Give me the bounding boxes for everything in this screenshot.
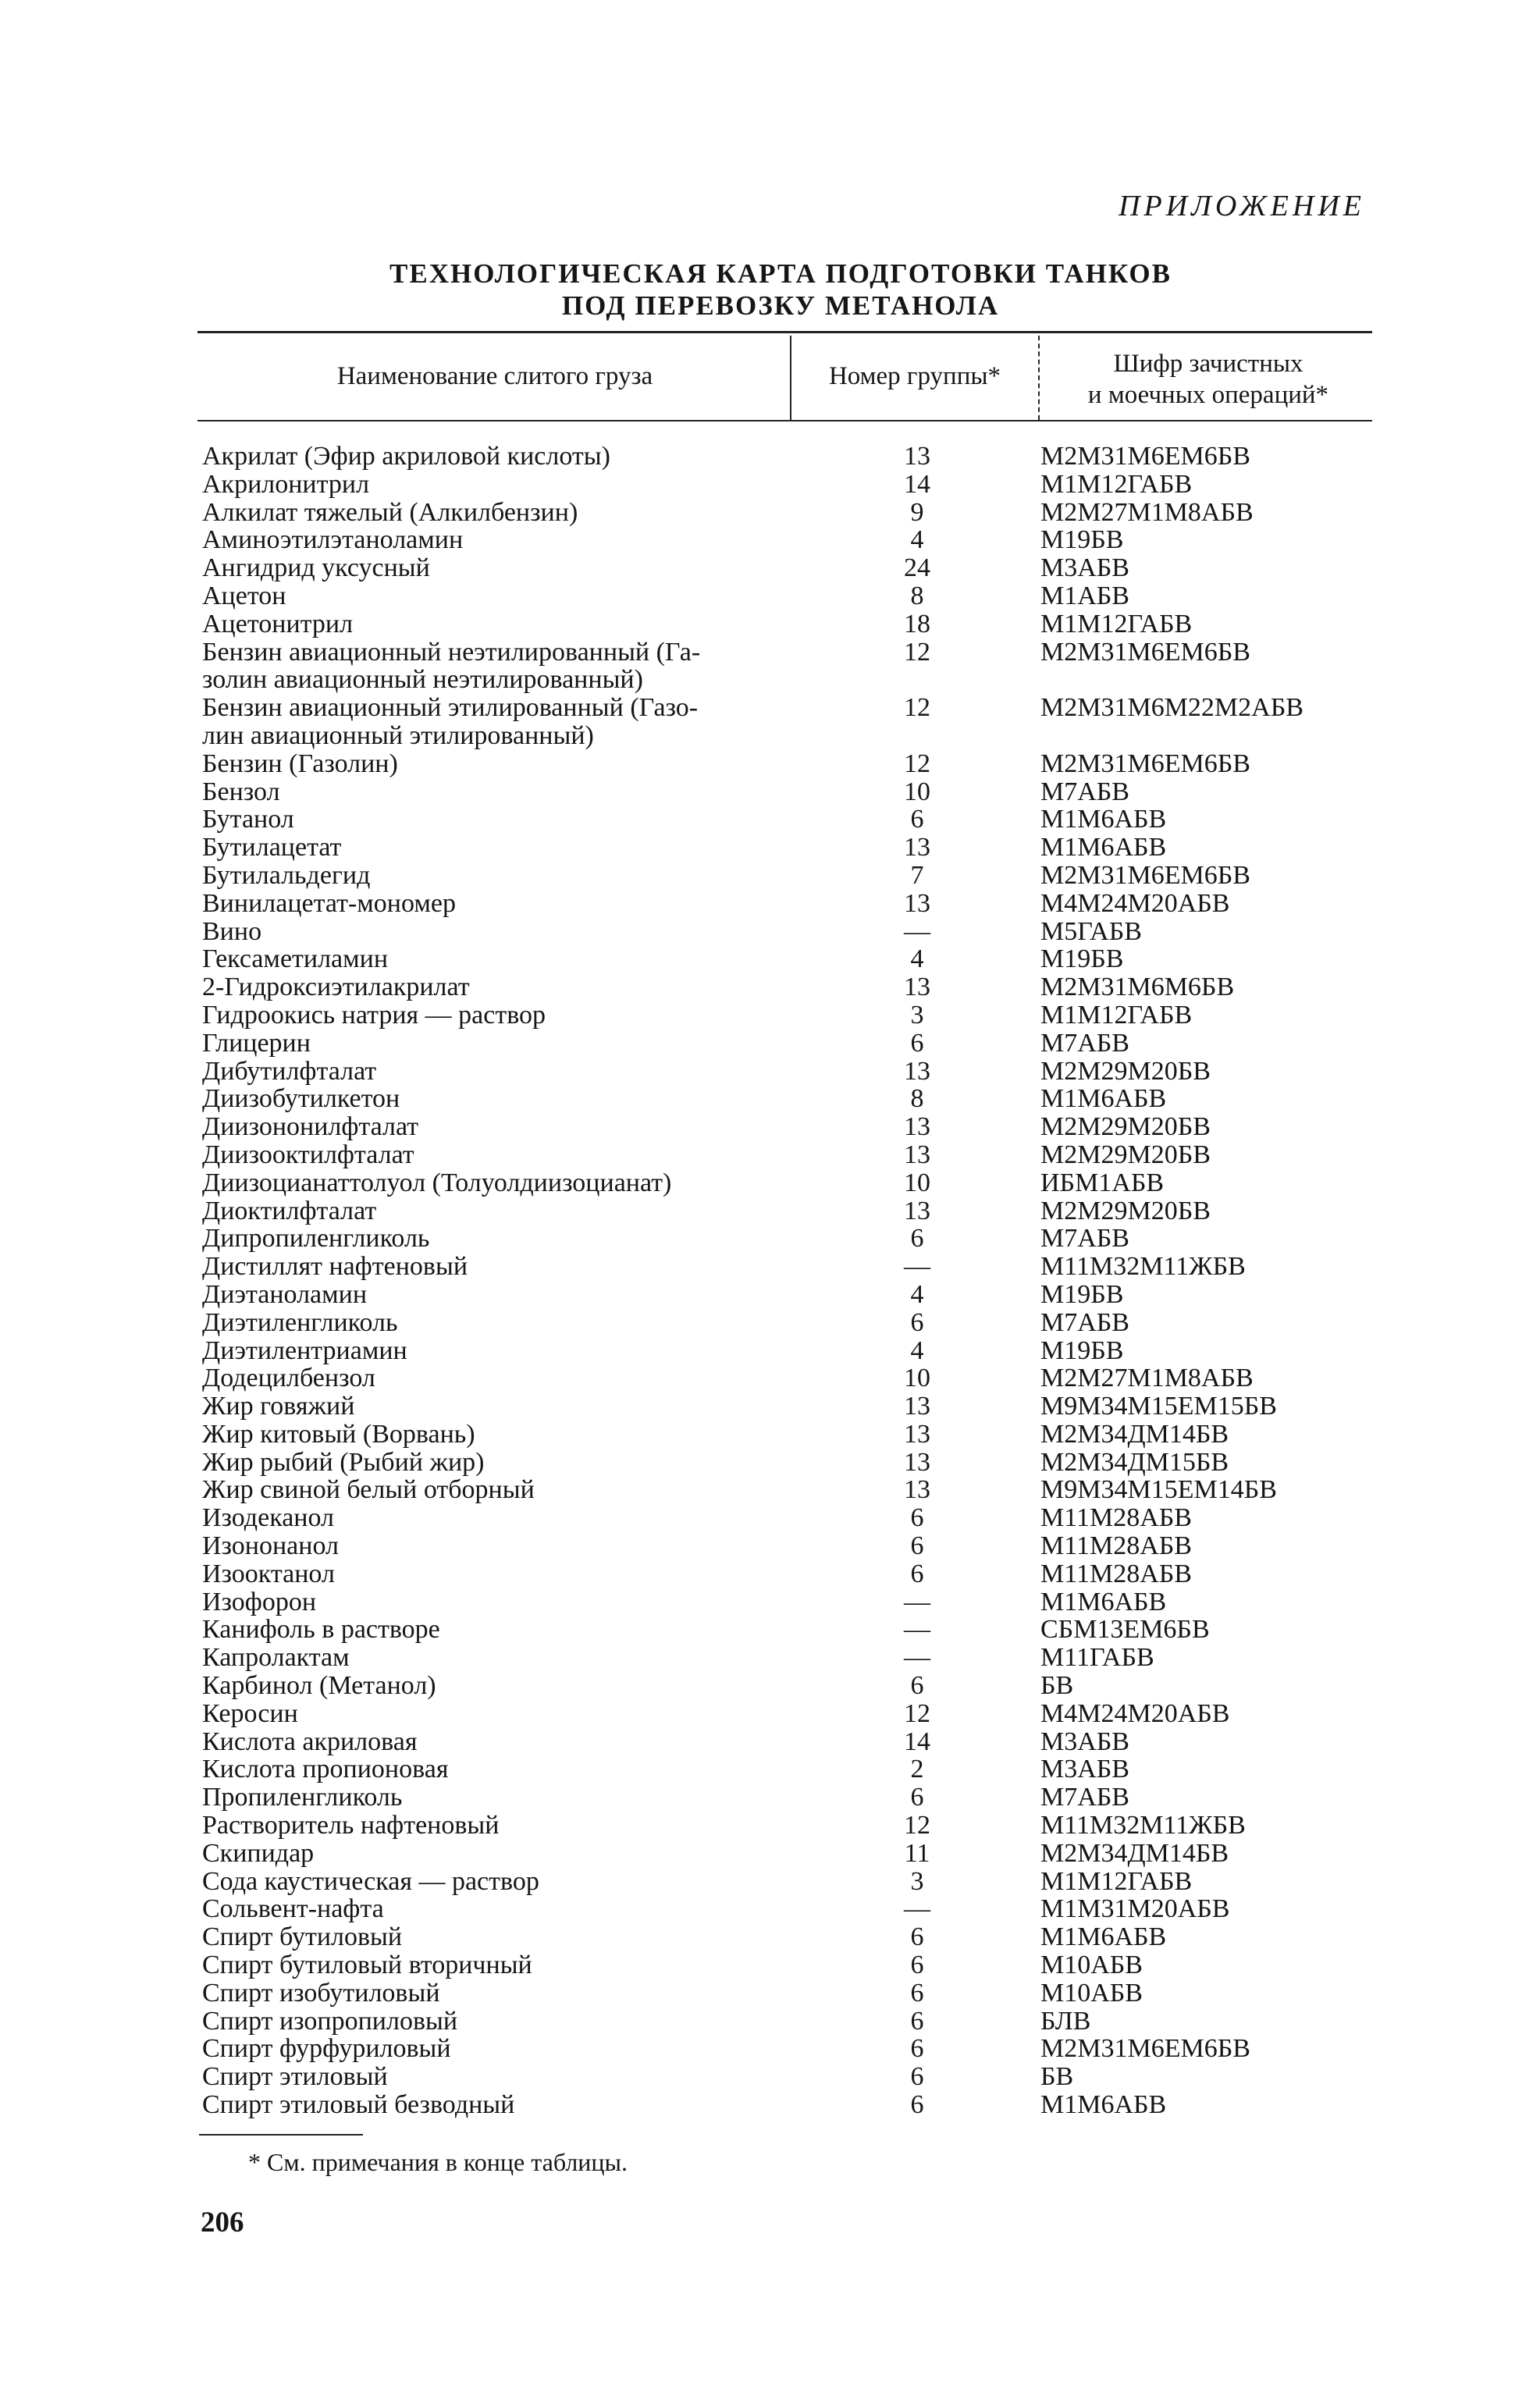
group-number: 4 [910, 1279, 924, 1309]
table-row [199, 890, 1370, 918]
cargo-name: Бензин авиационный этилированный (Газо- [202, 693, 699, 723]
operation-code: М2М31М6ЕМ6БВ [1040, 637, 1250, 667]
group-number: — [904, 1252, 930, 1282]
table-row [199, 2035, 1370, 2063]
group-number: 12 [904, 749, 930, 778]
operation-code: М1М12ГАБВ [1040, 469, 1193, 499]
table-row [199, 1755, 1370, 1784]
group-number: 24 [904, 553, 930, 583]
operation-code: М7АБВ [1040, 1307, 1129, 1337]
table-row [199, 1700, 1370, 1728]
cargo-name: Изодеканол [202, 1503, 335, 1533]
cargo-name: Диоктилфталат [202, 1196, 377, 1225]
operation-code: М2М31М6ЕМ6БВ [1040, 2034, 1250, 2064]
operation-code: М1М12ГАБВ [1040, 1866, 1193, 1896]
table-row [199, 1001, 1370, 1030]
operation-code: М2М31М6ЕМ6БВ [1040, 442, 1250, 471]
operation-code: М3АБВ [1040, 1727, 1129, 1756]
cargo-name: Жир свиной белый отборный [202, 1475, 535, 1505]
table-row [199, 1364, 1370, 1392]
title-line-1: ТЕХНОЛОГИЧЕСКАЯ КАРТА ПОДГОТОВКИ ТАНКОВ [389, 258, 1172, 289]
table-row [199, 806, 1370, 834]
cargo-name: лин авиационный этилированный) [202, 720, 594, 750]
table-row [199, 1085, 1370, 1113]
group-number: 4 [910, 525, 924, 555]
column-header-group: Номер группы* [828, 362, 1001, 390]
table-row [199, 750, 1370, 778]
group-number: 6 [910, 1307, 924, 1337]
table-row [199, 1895, 1370, 1923]
table-row [199, 1058, 1370, 1086]
table-row [199, 834, 1370, 862]
operation-code: М2М29М20БВ [1040, 1140, 1211, 1169]
cargo-name: Гексаметиламин [202, 944, 389, 974]
table-row [199, 554, 1370, 582]
cargo-name: Бутилацетат [202, 833, 342, 862]
operation-code: М11ГАБВ [1040, 1643, 1154, 1673]
cargo-name: Изооктанол [202, 1559, 335, 1588]
group-number: 13 [904, 1419, 930, 1449]
group-number: 13 [904, 973, 930, 1002]
table-row [199, 1030, 1370, 1058]
group-number: 13 [904, 1392, 930, 1421]
operation-code: М7АБВ [1040, 1224, 1129, 1254]
cargo-name: Бутанол [202, 805, 294, 834]
group-number: 6 [910, 1671, 924, 1701]
operation-code: М2М27М1М8АБВ [1040, 497, 1254, 527]
group-number: 6 [910, 805, 924, 834]
cargo-name: Кислота пропионовая [202, 1755, 449, 1784]
appendix-label: ПРИЛОЖЕНИЕ [1119, 190, 1365, 222]
group-number: 6 [910, 1951, 924, 1980]
cargo-name: Дибутилфталат [202, 1056, 377, 1086]
group-number: 6 [910, 1922, 924, 1952]
cargo-name: Бензин авиационный неэтилированный (Га- [202, 637, 701, 667]
operation-code: М1АБВ [1040, 581, 1129, 610]
table-row [199, 862, 1370, 890]
operation-code: М1М6АБВ [1040, 1084, 1167, 1114]
operation-code: М1М6АБВ [1040, 1922, 1167, 1952]
table-row [199, 1784, 1370, 1812]
column-divider [790, 336, 791, 420]
cargo-name: Пропиленгликоль [202, 1783, 403, 1812]
cargo-name: Ацетон [202, 581, 286, 610]
group-number: — [904, 1587, 930, 1616]
group-number: 13 [904, 1056, 930, 1086]
cargo-name: Алкилат тяжелый (Алкилбензин) [202, 497, 578, 527]
table-row [199, 1672, 1370, 1700]
table-row [199, 722, 1370, 750]
group-number: 6 [910, 1503, 924, 1533]
group-number: 12 [904, 637, 930, 667]
table-row [199, 1392, 1370, 1421]
operation-code: М11М32М11ЖБВ [1040, 1811, 1246, 1840]
operation-code: М1М6АБВ [1040, 833, 1167, 862]
group-number: 6 [910, 1978, 924, 2008]
cargo-name: Изононанол [202, 1531, 339, 1561]
group-number: 12 [904, 1811, 930, 1840]
cargo-name: Глицерин [202, 1028, 311, 1058]
table-row [199, 443, 1370, 471]
operation-code: БВ [1040, 2062, 1074, 2092]
table-row [199, 638, 1370, 667]
cargo-name: 2-Гидроксиэтилакрилат [202, 973, 470, 1002]
operation-code: М2М34ДМ15БВ [1040, 1447, 1229, 1477]
cargo-name: Канифоль в растворе [202, 1615, 440, 1645]
cargo-name: Жир говяжий [202, 1392, 355, 1421]
table-row [199, 778, 1370, 806]
group-number: 2 [910, 1755, 924, 1784]
table-row [199, 471, 1370, 499]
operation-code: М2М29М20БВ [1040, 1196, 1211, 1225]
group-number: 8 [910, 581, 924, 610]
table-body [199, 443, 1370, 2119]
group-number: 10 [904, 777, 930, 806]
title-line-2: ПОД ПЕРЕВОЗКУ МЕТАНОЛА [561, 290, 1000, 321]
group-number: — [904, 1894, 930, 1924]
group-number: 6 [910, 1559, 924, 1588]
table-row [199, 1169, 1370, 1197]
operation-code: М9М34М15ЕМ14БВ [1040, 1475, 1277, 1505]
cargo-name: Ацетонитрил [202, 609, 354, 638]
column-header-code-line-2: и моечных операций* [1087, 381, 1329, 409]
operation-code: М1М12ГАБВ [1040, 609, 1193, 638]
operation-code: БВ [1040, 1671, 1074, 1701]
table-row [199, 973, 1370, 1001]
table-row [199, 2091, 1370, 2119]
group-number: 14 [904, 1727, 930, 1756]
cargo-name: Изофорон [202, 1587, 317, 1616]
cargo-name: Ангидрид уксусный [202, 553, 430, 583]
operation-code: М2М31М6ЕМ6БВ [1040, 860, 1250, 890]
group-number: 3 [910, 1000, 924, 1030]
table-row [199, 1113, 1370, 1141]
table-row [199, 1588, 1370, 1616]
table-row [199, 499, 1370, 527]
group-number: 12 [904, 693, 930, 723]
group-number: 13 [904, 1447, 930, 1477]
cargo-name: Жир рыбий (Рыбий жир) [202, 1447, 485, 1477]
operation-code: М19БВ [1040, 1279, 1124, 1309]
cargo-name: Вино [202, 916, 262, 946]
cargo-name: Сольвент-нафта [202, 1894, 384, 1924]
operation-code: М4М24М20АБВ [1040, 888, 1230, 918]
table-row [199, 945, 1370, 973]
group-number: 4 [910, 944, 924, 974]
group-number: 13 [904, 833, 930, 862]
cargo-name: Диизобутилкетон [202, 1084, 400, 1114]
operation-code: М7АБВ [1040, 777, 1129, 806]
group-number: 6 [910, 1783, 924, 1812]
operation-code: СБМ13ЕМ6БВ [1040, 1615, 1210, 1645]
table-row [199, 2063, 1370, 2091]
group-number: 6 [910, 2006, 924, 2036]
table-row [199, 1728, 1370, 1756]
footnote-rule [199, 2134, 363, 2136]
group-number: 6 [910, 2062, 924, 2092]
table-row [199, 1225, 1370, 1253]
table-row [199, 1197, 1370, 1225]
operation-code: М1М31М20АБВ [1040, 1894, 1230, 1924]
cargo-name: Скипидар [202, 1838, 315, 1868]
cargo-name: Бензин (Газолин) [202, 749, 398, 778]
table-row [199, 1253, 1370, 1281]
cargo-name: Дистиллят нафтеновый [202, 1252, 468, 1282]
operation-code: М2М31М6ЕМ6БВ [1040, 749, 1250, 778]
cargo-name: Диизооктилфталат [202, 1140, 414, 1169]
operation-code: М2М27М1М8АБВ [1040, 1364, 1254, 1393]
operation-code: М2М34ДМ14БВ [1040, 1419, 1229, 1449]
table-row [199, 1476, 1370, 1504]
operation-code: БЛВ [1040, 2006, 1091, 2036]
footnote: * См. примечания в конце таблицы. [248, 2148, 628, 2176]
group-number: 14 [904, 469, 930, 499]
operation-code: М1М6АБВ [1040, 805, 1167, 834]
column-header-name: Наименование слитого груза [336, 362, 653, 390]
table-row [199, 1281, 1370, 1309]
cargo-name: Акрилат (Эфир акриловой кислоты) [202, 442, 610, 471]
group-number: 11 [904, 1838, 930, 1868]
cargo-name: Капролактам [202, 1643, 350, 1673]
operation-code: М7АБВ [1040, 1028, 1129, 1058]
group-number: 13 [904, 888, 930, 918]
cargo-name: Жир китовый (Ворвань) [202, 1419, 475, 1449]
column-header-code [1044, 348, 1372, 411]
group-number: 13 [904, 442, 930, 471]
column-divider [1038, 336, 1040, 420]
cargo-name: Диэтаноламин [202, 1279, 368, 1309]
operation-code: М2М34ДМ14БВ [1040, 1838, 1229, 1868]
table-row [199, 1868, 1370, 1896]
operation-code: М1М6АБВ [1040, 1587, 1167, 1616]
cargo-name: Сода каустическая — раствор [202, 1866, 539, 1896]
table-row [199, 1840, 1370, 1868]
document-title [195, 258, 1366, 322]
cargo-name: Бутилальдегид [202, 860, 371, 890]
operation-code: М11М28АБВ [1040, 1531, 1192, 1561]
group-number: 6 [910, 1028, 924, 1058]
table-row [199, 1812, 1370, 1840]
table-row [199, 1951, 1370, 1979]
group-number: 7 [910, 860, 924, 890]
cargo-name: Карбинол (Метанол) [202, 1671, 436, 1701]
cargo-name: Керосин [202, 1698, 298, 1728]
group-number: 4 [910, 1335, 924, 1365]
operation-code: М7АБВ [1040, 1783, 1129, 1812]
cargo-name: Диэтилентриамин [202, 1335, 407, 1365]
table-row [199, 1449, 1370, 1477]
operation-code: М19БВ [1040, 944, 1124, 974]
group-number: — [904, 1643, 930, 1673]
table-row [199, 1141, 1370, 1169]
page-number: 206 [201, 2207, 244, 2239]
operation-code: М10АБВ [1040, 1978, 1143, 2008]
cargo-name: Диэтиленгликоль [202, 1307, 398, 1337]
cargo-name: Спирт этиловый безводный [202, 2090, 515, 2120]
table-row [199, 1309, 1370, 1337]
table-row [199, 666, 1370, 694]
group-number: 13 [904, 1475, 930, 1505]
operation-code: ИБМ1АБВ [1040, 1168, 1165, 1197]
table-row [199, 1923, 1370, 1951]
group-number: 3 [910, 1866, 924, 1896]
cargo-name: Гидроокись натрия — раствор [202, 1000, 546, 1030]
cargo-name: Спирт изопропиловый [202, 2006, 458, 2036]
cargo-name: Диизононилфталат [202, 1112, 419, 1142]
cargo-name: Винилацетат-мономер [202, 888, 456, 918]
operation-code: М2М31М6М22М2АБВ [1040, 693, 1303, 723]
table-row [199, 610, 1370, 638]
operation-code: М11М32М11ЖБВ [1040, 1252, 1246, 1282]
table-header-rule [197, 420, 1372, 421]
operation-code: М2М29М20БВ [1040, 1056, 1211, 1086]
table-row [199, 694, 1370, 722]
operation-code: М19БВ [1040, 525, 1124, 555]
operation-code: М11М28АБВ [1040, 1559, 1192, 1588]
cargo-name: Акрилонитрил [202, 469, 370, 499]
cargo-name: Аминоэтилэтаноламин [202, 525, 464, 555]
table-row [199, 1644, 1370, 1672]
cargo-name: Диизоцианаттолуол (Толуолдиизоцианат) [202, 1168, 672, 1197]
cargo-name: Бензол [202, 777, 280, 806]
operation-code: М11М28АБВ [1040, 1503, 1192, 1533]
cargo-name: Спирт этиловый [202, 2062, 388, 2092]
group-number: 12 [904, 1698, 930, 1728]
group-number: 6 [910, 1224, 924, 1254]
table-row [199, 2008, 1370, 2036]
table-row [199, 1532, 1370, 1560]
table-row [199, 1504, 1370, 1532]
operation-code: М19БВ [1040, 1335, 1124, 1365]
cargo-name: Растворитель нафтеновый [202, 1811, 500, 1840]
operation-code: М1М6АБВ [1040, 2090, 1167, 2120]
group-number: 10 [904, 1364, 930, 1393]
cargo-name: Додецилбензол [202, 1364, 375, 1393]
table-row [199, 1979, 1370, 2008]
group-number: 10 [904, 1168, 930, 1197]
group-number: 6 [910, 1531, 924, 1561]
table-row [199, 1421, 1370, 1449]
operation-code: М3АБВ [1040, 553, 1129, 583]
table-row [199, 526, 1370, 554]
group-number: 9 [910, 497, 924, 527]
operation-code: М10АБВ [1040, 1951, 1143, 1980]
group-number: — [904, 916, 930, 946]
group-number: 18 [904, 609, 930, 638]
cargo-name: Спирт изобутиловый [202, 1978, 440, 2008]
table-top-rule [197, 331, 1372, 333]
group-number: 6 [910, 2034, 924, 2064]
operation-code: М3АБВ [1040, 1755, 1129, 1784]
operation-code: М5ГАБВ [1040, 916, 1142, 946]
table-row [199, 1337, 1370, 1365]
operation-code: М9М34М15ЕМ15БВ [1040, 1392, 1277, 1421]
column-header-code-line-1: Шифр зачистных [1113, 350, 1303, 378]
operation-code: М1М12ГАБВ [1040, 1000, 1193, 1030]
cargo-name: Спирт фурфуриловый [202, 2034, 451, 2064]
cargo-name: Спирт бутиловый вторичный [202, 1951, 532, 1980]
table-row [199, 1560, 1370, 1588]
group-number: 8 [910, 1084, 924, 1114]
group-number: 6 [910, 2090, 924, 2120]
cargo-name: Дипропиленгликоль [202, 1224, 430, 1254]
operation-code: М4М24М20АБВ [1040, 1698, 1230, 1728]
group-number: 13 [904, 1196, 930, 1225]
group-number: 13 [904, 1112, 930, 1142]
cargo-name: золин авиационный неэтилированный) [202, 665, 643, 695]
cargo-name: Спирт бутиловый [202, 1922, 403, 1952]
table-row [199, 1616, 1370, 1644]
table-row [199, 918, 1370, 946]
group-number: 13 [904, 1140, 930, 1169]
table-row [199, 582, 1370, 610]
group-number: — [904, 1615, 930, 1645]
cargo-name: Кислота акриловая [202, 1727, 418, 1756]
operation-code: М2М29М20БВ [1040, 1112, 1211, 1142]
operation-code: М2М31М6М6БВ [1040, 973, 1235, 1002]
